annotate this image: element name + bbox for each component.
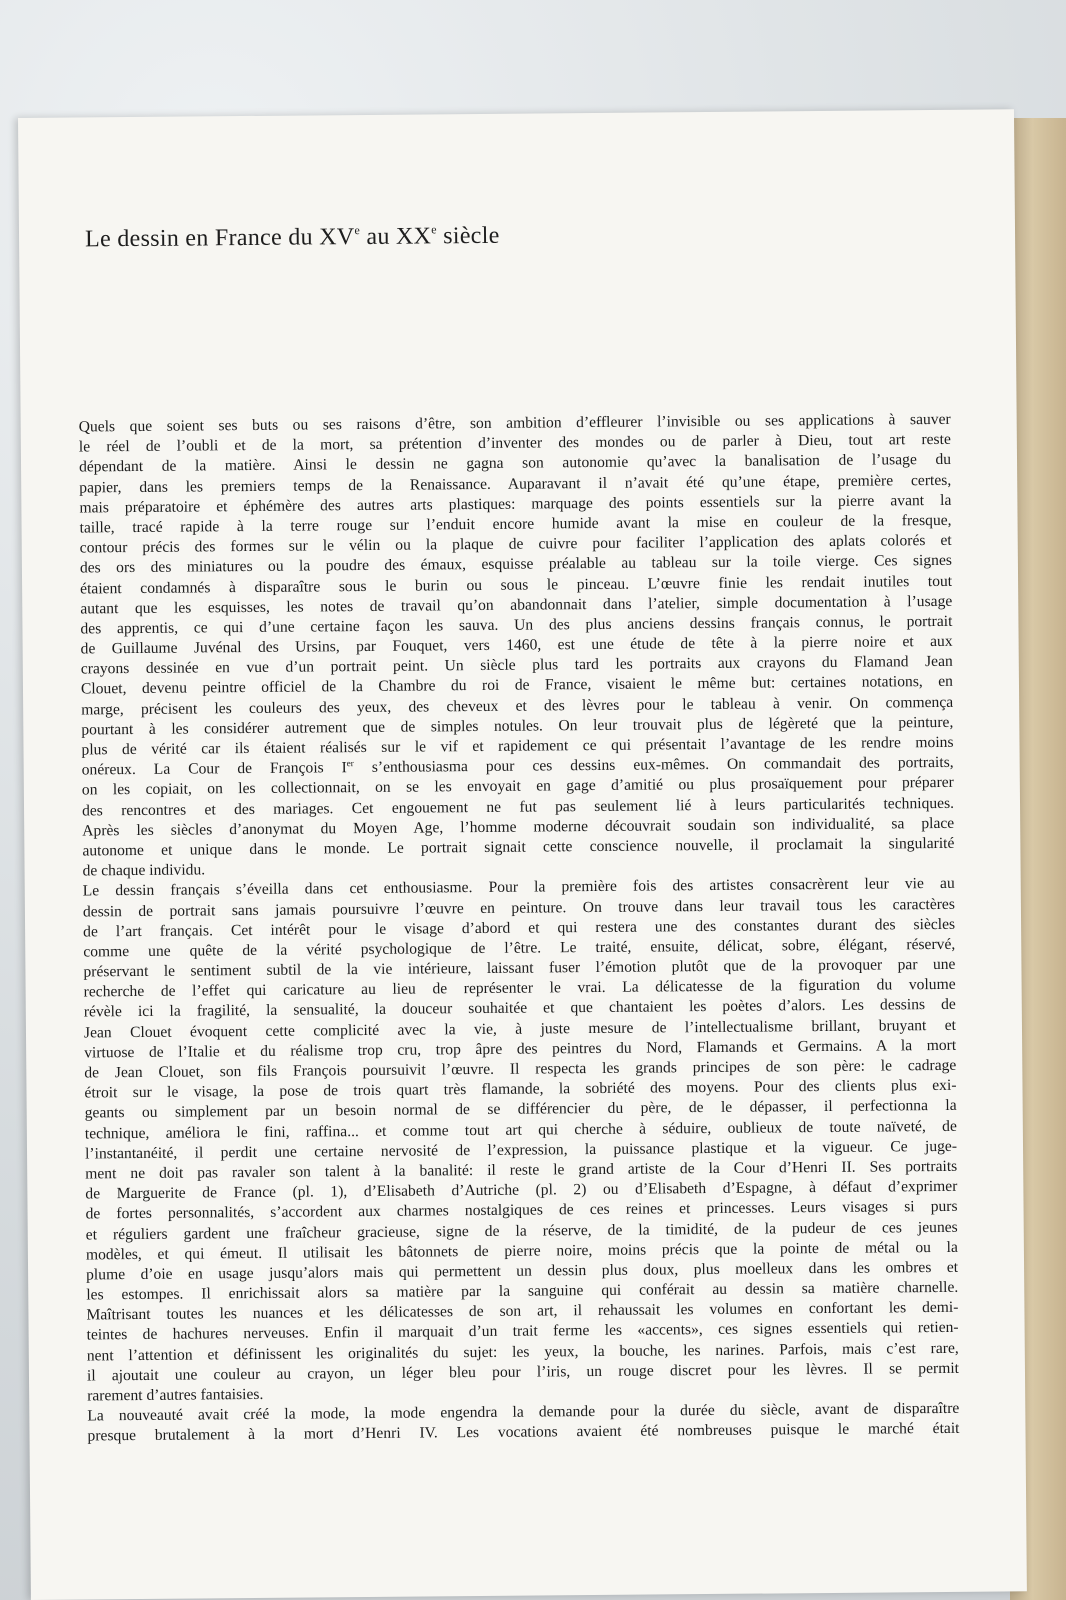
- text-segment: rarement d’autres fantaisies.: [87, 1385, 264, 1405]
- text-segment: l’instantanéité, il perdit une certaine nervosité de l’expression, la puissance plastique et la vigueur. Ce juge-: [84, 1137, 958, 1163]
- text-segment: Le dessin français s’éveilla dans cet enthousiasme. Pour la première fois des artistes consacrèrent leur vie au: [82, 875, 955, 900]
- book-page: [18, 109, 1027, 1600]
- text-segment: onéreux. La Cour de François I: [81, 759, 347, 779]
- text-segment: papier, dans les premiers temps de la Renaissance. Auparavant il n’avait été qu’une étape, première certes,: [79, 471, 952, 497]
- text-segment: nent l’attention et définissent les originalités du sujet: les yeux, la bouche, les narines. Parfois, mais c’est rare,: [86, 1339, 959, 1365]
- text-segment: dépendant de la matière. Ainsi le dessin ne gagna son autonomie qu’avec la banalisation de l’usage du: [78, 451, 952, 476]
- text-segment: le réel de l’oubli et de la mort, sa prétention d’inventer des mondes ou de parler à Dieu, tout art reste: [78, 431, 951, 456]
- text-segment: dessin de portrait sans jamais poursuivre l’œuvre en peinture. On trouve dans leur travail tous les caractères: [82, 895, 955, 920]
- text-segment: il ajoutait une couleur au crayon, un léger bleu pour l’iris, un rouge discret pour les lèvres. Il se permit: [86, 1359, 960, 1385]
- title-superscript: e: [354, 223, 361, 238]
- text-segment: autonome et unique dans le monde. Le portrait signait cette conscience nouvelle, il proclamait la singularité: [82, 834, 955, 860]
- text-segment: plume d’oie en usage jusqu’alors mais qui permettent un dessin plus doux, plus moelleux dans les ombres et: [86, 1258, 959, 1284]
- text-segment: Après les siècles d’anonymat du Moyen Age, l’homme moderne découvrait soudain son individualité, sa place: [82, 814, 955, 840]
- title-text: Le dessin en France du XV: [84, 224, 355, 253]
- page-title: [85, 222, 500, 254]
- text-segment: Jean Clouet évoquent cette complicité avec la vie, à juste mesure de l’intellectualisme brillant, bruyant et: [83, 1016, 957, 1042]
- text-segment: de l’art français. Cet intérêt pour le visage d’abord et qui restera une des constantes durant des siècles: [83, 915, 956, 941]
- text-segment: teintes de hachures nerveuses. Enfin il marquait d’un trait ferme les «accents», ces signes essentiels qui retien-: [86, 1319, 959, 1344]
- text-segment: de fortes personnalités, s’accordent aux charmes nostalgiques de ces reines et princesses. Leurs visages si purs: [85, 1198, 958, 1223]
- text-segment: La nouveauté avait créé la mode, la mode engendra la demande pour la durée du siècle, avant de disparaître: [87, 1400, 960, 1425]
- title-superscript: e: [431, 222, 437, 237]
- text-segment: de Jean Clouet, son fils François poursuivit l’œuvre. Il respecta les grands principes de son père: le cadrage: [84, 1056, 957, 1082]
- body-text: [79, 410, 960, 1447]
- text-segment: Maîtrisant toutes les nuances et les délicatesses de son art, il rehaussait les volumes en confortant les demi-: [86, 1299, 959, 1324]
- text-segment: modèles, et qui émeut. Il utilisait les bâtonnets de pierre noire, moins précis que la pointe de métal ou la: [85, 1238, 958, 1264]
- text-segment: étaient condamnés à disparaître sous le burin ou sous le pinceau. L’œuvre finie les rendait inutiles tout: [80, 572, 953, 597]
- text-segment: des rencontres et des mariages. Cet engouement ne fut pas seulement lié à leurs particularités techniques.: [81, 794, 955, 820]
- text-segment: technique, améliora le fini, raffina... et comme tout art qui cherche à séduire, oublieux de toute naïveté, de: [84, 1117, 957, 1143]
- text-segment: s’enthousiasma pour ces dessins eux-mêmes. On commandait des portraits,: [353, 754, 954, 777]
- text-segment: plus de vérité car ils étaient réalisés sur le vif et rapidement ce qui présentait l’avantage de les rendre moins: [81, 733, 954, 759]
- text-segment: crayons dessinée en vue d’un portrait peint. Un siècle plus tard les portraits aux crayons du Flamand Jean: [80, 653, 953, 678]
- text-segment: de chaque individu.: [82, 861, 206, 880]
- title-text: au XX: [360, 223, 432, 251]
- text-segment: mais préparatoire et éphémère des autres arts plastiques: marquage des points essentiels sur la pierre avant la: [79, 491, 952, 517]
- text-segment: contour précis des formes sur le vélin ou la plaque de cuivre pour faciliter l’application des aplats colorés et: [79, 531, 952, 557]
- text-segment: Quels que soient ses buts ou ses raisons d’être, son ambition d’effleurer l’invisible ou ses applications à sauver: [78, 410, 951, 436]
- text-segment: de Marguerite de France (pl. 1), d’Elisabeth d’Autriche (pl. 2) ou d’Elisabeth d’Espagne, à défaut d’exprimer: [85, 1177, 958, 1203]
- text-segment: des ors des miniatures ou la poudre des émaux, esquisse préalable au tableau sur la toile vierge. Ces signes: [79, 552, 952, 577]
- text-segment: taille, tracé rapide à la terre rouge sur l’enduit encore humide avant la mise en couleur de la fresque,: [79, 511, 952, 537]
- text-segment: virtuose de l’Italie et du réalisme trop cru, trop âpre des peintres du Nord, Flamands et Germains. A la mort: [84, 1036, 957, 1062]
- text-segment: marge, précisent les couleurs des yeux, des cheveux et des lèvres pour le tableau à venir. On commença: [81, 693, 954, 719]
- text-segment: on les copiait, on les collectionnait, on se les envoyait en gage d’amitié ou plus prosaïquement pour préparer: [81, 774, 954, 799]
- text-segment: les estompes. Il enrichissait alors sa matière par la sanguine qui conférait au dessin sa matière charnelle.: [86, 1278, 959, 1304]
- text-segment: de Guillaume Juvénal des Ursins, par Fouquet, vers 1460, est une étude de tête à la pierre noire et aux: [80, 632, 953, 658]
- text-segment: préservant le sentiment subtil de la vie intérieure, laissant fuser l’émotion plutôt que de la provoquer par une: [83, 955, 956, 981]
- text-segment: révèle ici la fragilité, la sensualité, la douceur souhaitée et que chantaient les poètes d’alors. Les dessins de: [83, 996, 956, 1021]
- text-segment: presque brutalement à la mort d’Henri IV. Les vocations avaient été nombreuses puisque le marché était: [87, 1420, 960, 1445]
- text-segment: Clouet, devenu peintre officiel de la Chambre du roi de France, visaient le même but: certaines notations, en: [80, 673, 954, 698]
- superscript: er: [346, 758, 354, 769]
- text-segment: comme une quête de la vérité psychologique de l’être. Le traité, ensuite, délicat, sobre, élégant, réservé,: [83, 935, 956, 961]
- text-segment: recherche de l’effet qui caricature au lieu de représenter le vrai. La délicatesse de la figuration du volume: [83, 976, 956, 1001]
- text-segment: et réguliers gardent une fraîcheur gracieuse, signe de la réserve, de la timidité, de la pudeur de ces jeunes: [85, 1218, 958, 1243]
- title-text: siècle: [436, 222, 500, 250]
- text-segment: autant que les esquisses, les notes de travail qu’on abandonnait dans l’atelier, simple documentation à l’usage: [80, 592, 953, 618]
- text-segment: des apprentis, ce qui d’une certaine façon les sauva. Un des plus anciens dessins français connus, le portrait: [80, 612, 953, 638]
- text-segment: étroit sur le visage, la pose de trois quart très flamande, la sobriété des moyens. Pour des clients plus exi-: [84, 1077, 957, 1102]
- text-segment: geants ou simplement par un besoin normal de se différencier du père, de le dépasser, il perfectionna la: [84, 1097, 957, 1122]
- text-segment: ment ne doit pas ravaler son talent à la banalité: il reste le grand artiste de la Cour d’Henri II. Ses portraits: [85, 1157, 958, 1183]
- text-segment: pourtant à les considérer autrement que de simples notules. On leur trouvait plus de légèreté que la peinture,: [81, 713, 954, 739]
